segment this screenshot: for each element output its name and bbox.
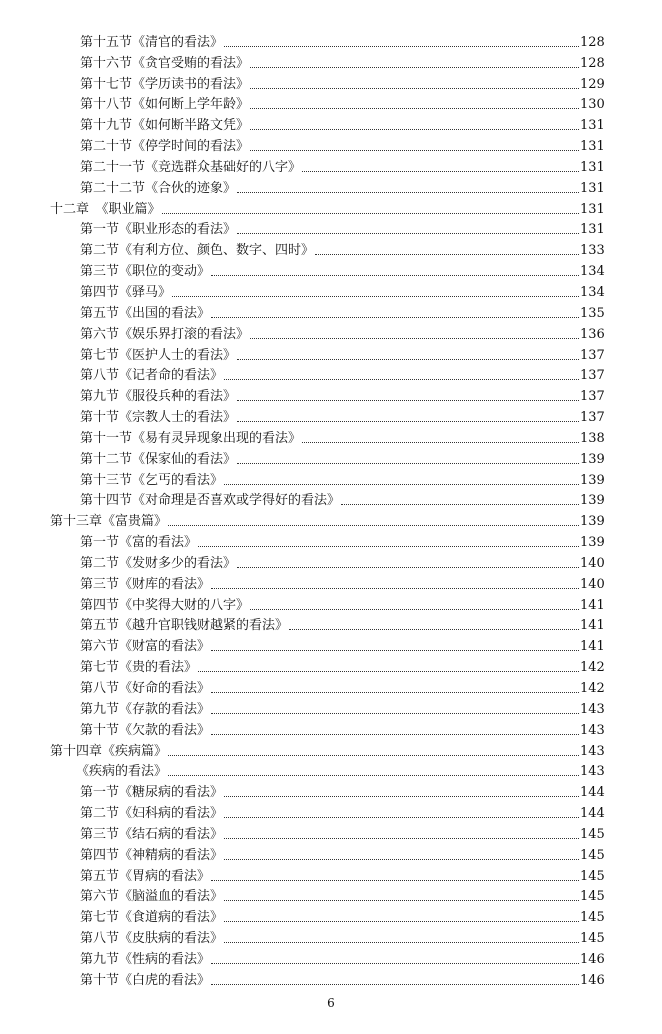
dot-leader [224,900,579,901]
toc-section-entry[interactable] [0,342,662,363]
toc-entry-title: 第六节《脑溢血的看法》 [80,889,224,905]
toc-entry-page-number: 143 [580,743,605,759]
toc-entry-page-number: 129 [580,76,605,92]
toc-section-entry[interactable] [0,821,662,842]
toc-entry-title: 第十五节《清官的看法》 [80,34,224,50]
toc-entry-page-number: 137 [580,410,605,426]
toc-entry-title: 第二十一节《竞选群众基础好的八字》 [80,159,302,175]
toc-entry-title: 第十四章《疾病篇》 [50,743,168,759]
toc-entry-title: 第十三节《乞丐的看法》 [80,472,224,488]
toc-section-entry[interactable] [0,696,662,717]
toc-entry-title: 第十节《宗教人士的看法》 [80,410,237,426]
dot-leader [168,755,579,756]
toc-entry-page-number: 131 [580,180,605,196]
toc-entry-title: 第二十二节《合伙的迹象》 [80,180,237,196]
toc-entry-page-number: 131 [580,139,605,155]
toc-entry-page-number: 144 [580,785,605,801]
dot-leader [250,129,579,130]
toc-section-entry[interactable] [0,717,662,738]
toc-entry-title: 第十七节《学历读书的看法》 [80,76,250,92]
dot-leader [250,150,579,151]
toc-entry-title: 第十六节《贪官受贿的看法》 [80,55,250,71]
toc-entry-title: 第十一节《易有灵异现象出现的看法》 [80,430,302,446]
dot-leader [211,588,579,589]
toc-entry-page-number: 142 [580,681,605,696]
toc-entry-page-number: 144 [580,806,605,822]
toc-entry-title: 第十八节《如何断上学年龄》 [80,97,250,113]
toc-section-entry[interactable] [0,237,662,258]
dot-leader [172,296,579,297]
toc-section-entry[interactable] [0,175,662,196]
toc-entry-title: 第一节《糖尿病的看法》 [80,785,224,801]
toc-section-entry[interactable] [0,321,662,342]
toc-section-entry[interactable] [0,592,662,613]
dot-leader [250,338,579,339]
toc-entry-page-number: 131 [580,201,605,217]
toc-entry-title: 第十二节《保家仙的看法》 [80,451,237,467]
toc-entry-title: 第二十节《停学时间的看法》 [80,139,250,155]
toc-section-entry[interactable] [0,92,662,113]
dot-leader [224,817,579,818]
toc-entry-title: 第十节《欠款的看法》 [80,722,211,738]
dot-leader [211,317,579,318]
toc-section-entry[interactable] [0,112,662,133]
toc-section-entry[interactable] [0,863,662,884]
toc-entry-title: 第八节《皮肤病的看法》 [80,931,224,947]
toc-entry-page-number: 146 [580,951,605,967]
dot-leader [211,880,579,881]
toc-section-entry[interactable] [0,488,662,509]
toc-entry-title: 第二节《有利方位、颜色、数字、四时》 [80,243,315,259]
toc-entry-title: 第二节《发财多少的看法》 [80,555,237,571]
dot-leader [224,379,579,380]
toc-entry-page-number: 131 [580,222,605,238]
dot-leader [168,775,579,776]
toc-entry-page-number: 137 [580,347,605,363]
toc-entry-title: 第一节《职业形态的看法》 [80,222,237,238]
toc-section-entry[interactable] [0,383,662,404]
toc-section-entry[interactable] [0,613,662,634]
toc-entry-page-number: 145 [580,826,605,842]
toc-section-entry[interactable] [0,29,662,50]
dot-leader [224,921,579,922]
toc-chapter-entry[interactable] [0,508,662,529]
toc-entry-page-number: 139 [580,493,605,509]
toc-entry-page-number: 143 [580,764,605,780]
toc-entry-title: 第八节《好命的看法》 [80,681,211,696]
toc-entry-title: 第十九节《如何断半路文凭》 [80,118,250,134]
toc-section-entry[interactable] [0,759,662,780]
toc-entry-page-number: 145 [580,889,605,905]
toc-section-entry[interactable] [0,925,662,946]
toc-entry-title: 第三节《财库的看法》 [80,576,211,592]
toc-entry-title: 第五节《胃病的看法》 [80,868,211,884]
toc-entry-page-number: 142 [580,660,605,676]
toc-chapter-entry[interactable] [0,196,662,217]
toc-entry-title: 第五节《越升官职钱财越紧的看法》 [80,618,289,634]
toc-section-entry[interactable] [0,842,662,863]
toc-entry-page-number: 139 [580,472,605,488]
dot-leader [224,46,579,47]
toc-entry-title: 第九节《性病的看法》 [80,951,211,967]
dot-leader [224,484,579,485]
toc-entry-page-number: 135 [580,305,605,321]
toc-entry-page-number: 133 [580,243,605,259]
toc-entry-title: 第九节《存款的看法》 [80,701,211,717]
toc-entry-page-number: 137 [580,389,605,405]
toc-entry-title: 第七节《贵的看法》 [80,660,198,676]
toc-entry-page-number: 136 [580,326,605,342]
toc-section-entry[interactable] [0,675,662,696]
dot-leader [211,650,579,651]
table-of-contents [0,29,662,988]
toc-entry-title: 第三节《结石病的看法》 [80,826,224,842]
dot-leader [237,463,579,464]
dot-leader [250,609,579,610]
toc-entry-page-number: 141 [580,639,605,655]
toc-section-entry[interactable] [0,217,662,238]
toc-entry-page-number: 145 [580,868,605,884]
toc-entry-page-number: 137 [580,368,605,384]
dot-leader [211,713,579,714]
toc-entry-page-number: 139 [580,514,605,530]
dot-leader [237,233,579,234]
toc-section-entry[interactable] [0,71,662,92]
toc-entry-page-number: 128 [580,55,605,71]
dot-leader [168,525,579,526]
toc-section-entry[interactable] [0,904,662,925]
toc-entry-title: 第五节《出国的看法》 [80,305,211,321]
toc-section-entry[interactable] [0,404,662,425]
toc-section-entry[interactable] [0,529,662,550]
toc-section-entry[interactable] [0,154,662,175]
toc-entry-title: 第六节《财富的看法》 [80,639,211,655]
toc-section-entry[interactable] [0,133,662,154]
dot-leader [237,192,579,193]
toc-entry-page-number: 141 [580,618,605,634]
dot-leader [224,859,579,860]
dot-leader [224,796,579,797]
toc-entry-title: 第十四节《对命理是否喜欢或学得好的看法》 [80,493,341,509]
dot-leader [211,734,579,735]
toc-entry-page-number: 139 [580,451,605,467]
toc-section-entry[interactable] [0,571,662,592]
toc-entry-page-number: 140 [580,576,605,592]
page-number: 6 [327,996,335,1010]
toc-entry-title: 第八节《记者命的看法》 [80,368,224,384]
toc-entry-title: 第六节《娱乐界打滚的看法》 [80,326,250,342]
toc-chapter-entry[interactable] [0,738,662,759]
toc-section-entry[interactable] [0,467,662,488]
toc-section-entry[interactable] [0,884,662,905]
dot-leader [250,108,579,109]
toc-section-entry[interactable] [0,633,662,654]
dot-leader [237,567,579,568]
toc-entry-page-number: 134 [580,284,605,300]
toc-entry-page-number: 145 [580,931,605,947]
dot-leader [162,213,579,214]
dot-leader [224,838,579,839]
toc-section-entry[interactable] [0,300,662,321]
toc-entry-page-number: 141 [580,597,605,613]
toc-entry-title: 十二章 《职业篇》 [50,201,161,217]
toc-entry-title: 第三节《职位的变动》 [80,264,211,280]
dot-leader [237,421,579,422]
toc-entry-title: 第七节《食道病的看法》 [80,910,224,926]
toc-entry-title: 第四节《中奖得大财的八字》 [80,597,250,613]
toc-entry-page-number: 138 [580,430,605,446]
dot-leader [289,629,579,630]
toc-section-entry[interactable] [0,363,662,384]
dot-leader [211,963,579,964]
toc-entry-title: 《疾病的看法》 [76,764,168,780]
toc-entry-page-number: 140 [580,555,605,571]
toc-section-entry[interactable] [0,50,662,71]
toc-section-entry[interactable] [0,779,662,800]
dot-leader [250,67,579,68]
toc-entry-title: 第四节《神精病的看法》 [80,847,224,863]
dot-leader [224,942,579,943]
dot-leader [211,984,579,985]
toc-entry-title: 第七节《医护人士的看法》 [80,347,237,363]
toc-section-entry[interactable] [0,654,662,675]
dot-leader [211,275,579,276]
toc-section-entry[interactable] [0,800,662,821]
toc-entry-title: 第二节《妇科病的看法》 [80,806,224,822]
dot-leader [250,88,579,89]
toc-section-entry[interactable] [0,550,662,571]
toc-entry-page-number: 128 [580,34,605,50]
toc-entry-page-number: 145 [580,847,605,863]
toc-entry-page-number: 145 [580,910,605,926]
toc-entry-page-number: 146 [580,972,605,988]
toc-section-entry[interactable] [0,279,662,300]
toc-entry-page-number: 134 [580,264,605,280]
toc-entry-title: 第十三章《富贵篇》 [50,514,168,530]
dot-leader [341,504,579,505]
toc-section-entry[interactable] [0,946,662,967]
toc-entry-page-number: 139 [580,535,605,551]
dot-leader [315,254,579,255]
toc-entry-page-number: 143 [580,701,605,717]
dot-leader [237,400,579,401]
dot-leader [198,546,579,547]
dot-leader [302,171,579,172]
toc-entry-title: 第一节《富的看法》 [80,535,198,551]
toc-section-entry[interactable] [0,967,662,988]
toc-entry-title: 第十节《白虎的看法》 [80,972,211,988]
dot-leader [237,359,579,360]
toc-entry-title: 第九节《服役兵种的看法》 [80,389,237,405]
toc-section-entry[interactable] [0,425,662,446]
dot-leader [211,692,579,693]
toc-entry-title: 第四节《驿马》 [80,284,172,300]
toc-entry-page-number: 131 [580,118,605,134]
toc-section-entry[interactable] [0,446,662,467]
toc-section-entry[interactable] [0,258,662,279]
toc-entry-page-number: 131 [580,159,605,175]
dot-leader [302,442,579,443]
toc-entry-page-number: 130 [580,97,605,113]
toc-entry-page-number: 143 [580,722,605,738]
dot-leader [198,671,579,672]
